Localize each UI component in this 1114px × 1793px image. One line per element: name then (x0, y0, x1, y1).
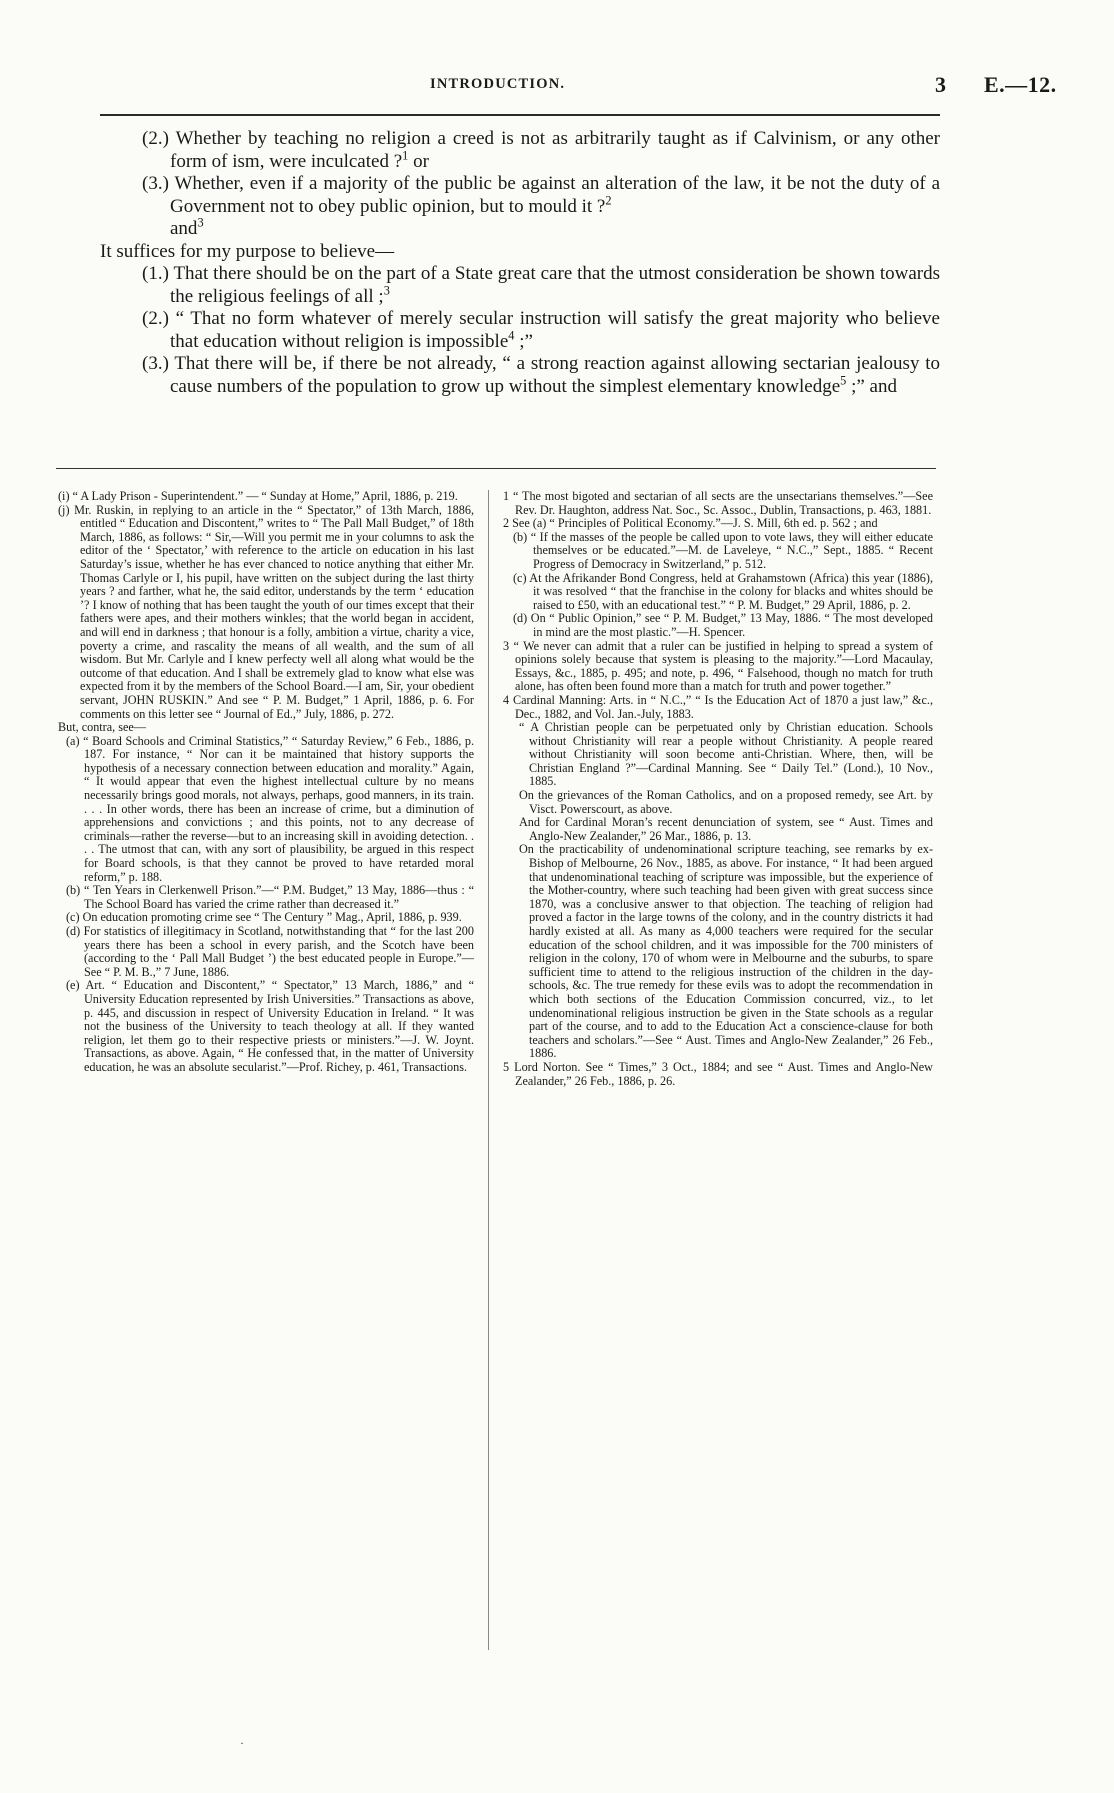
footnote-5: 5 Lord Norton. See “ Times,” 3 Oct., 1884; and see “ Aust. Times and Anglo-New Zealander,” 26 Feb., 1886, p. 26. (503, 1059, 933, 1088)
footnote-c: (c) On education promoting crime see “ The Century ” Mag., April, 1886, p. 939. (66, 910, 462, 925)
main-intro-line: It suffices for my purpose to believe— (100, 240, 395, 262)
footnote-4c: And for Cardinal Moran’s recent denunciation of system, see “ Aust. Times and Anglo-New Zealander,” 26 Mar., 1886, p. 13. (519, 815, 933, 843)
main-item-3a: (3.) Whether, even if a majority of the public be against an alteration of the law, it be not the duty of a Government not to obey public opinion, but to mould it ?$^2$ and$^3$ (142, 173, 940, 239)
footnote-a: (a) “ Board Schools and Criminal Statistics,” “ Saturday Review,” 6 Feb., 1886, p. 187. For instance, “ Nor can it be maintained that history supports the hypothesis of a necessary connection between education and morality.” Again, “ It would appear that even the highest intellectual culture by no means necessarily brings good morals, not always, perhaps, good manners, in its train. . . . In other words, there has been an increase of crime, but a diminution of apprehensions and convictions ; and this points, not to any decrease of criminals—rather the reverse—but to an increasing skill in avoiding detection. . . . The utmost that can, with any sort of plausibility, be argued in this respect for Board schools, is that they cannot be proved to have retarded moral reform,” p. 188. (66, 733, 474, 884)
page-header (100, 74, 1114, 102)
footnote-2c: (c) At the Afrikander Bond Congress, held at Grahamstown (Africa) this year (1886), it was resolved “ that the franchise in the colony for blacks and whites should be raised to £50, with an educational test.” “ P. M. Budget,” 29 April, 1886, p. 2. (513, 570, 933, 612)
footnotes-right-column (503, 490, 933, 1088)
footnote-b: (b) “ Ten Years in Clerkenwell Prison.”—“ P.M. Budget,” 13 May, 1886—thus : “ The School Board has varied the crime rather than decreased it.” (66, 883, 474, 911)
footnote-2: 2 See (a) “ Principles of Political Economy.”—J. S. Mill, 6th ed. p. 562 ; and (503, 516, 878, 531)
main-item-2a: (2.) Whether by teaching no religion a creed is not as arbitrarily taught as if Calvinism, or any other form of ism, were inculcated ?$^1$ or (142, 128, 940, 172)
header-rule (100, 114, 940, 116)
footnote-i: (i) “ A Lady Prison - Superintendent.” — “ Sunday at Home,” April, 1886, p. 219. (58, 489, 458, 503)
main-item-1b: (1.) That there should be on the part of a State great care that the utmost consideration be shown towards the religious feelings of all ;$^3$ (142, 263, 940, 307)
footnote-rule (56, 468, 936, 469)
page-number: 3 (935, 72, 946, 97)
bottom-mark: · (240, 1736, 244, 1750)
footnotes-left-column (58, 490, 474, 1075)
footnote-4b: On the grievances of the Roman Catholics, and on a proposed remedy, see Art. by Visct. Powerscourt, as above. (519, 788, 933, 816)
footnote-contra: But, contra, see— (58, 720, 146, 735)
footnote-1: 1 “ The most bigoted and sectarian of all sects are the unsectarians themselves.”—See Rev. Dr. Haughton, address Nat. Soc., Sc. Assoc., Dublin, Transactions, p. 463, 1881. (503, 489, 933, 517)
main-item-2b: (2.) “ That no form whatever of merely secular instruction will satisfy the great majority who believe that education without religion is impossible$^4$ ;” (142, 308, 940, 352)
footnote-2d: (d) On “ Public Opinion,” see “ P. M. Budget,” 13 May, 1886. “ The most developed in mind are the most plastic.”—H. Spencer. (513, 611, 933, 639)
footnote-2b: (b) “ If the masses of the people be called upon to vote laws, they will either educate themselves or be educated.”—M. de Laveleye, “ N.C.,” Sept., 1885. “ Recent Progress of Democracy in Switzerland,” p. 512. (513, 529, 933, 571)
footnote-4: 4 Cardinal Manning: Arts. in “ N.C.,” “ Is the Education Act of 1870 a just law,” &c., Dec., 1882, and Vol. Jan.-July, 1883. (503, 692, 933, 721)
footnote-e: (e) Art. “ Education and Discontent,” “ Spectator,” 13 March, 1886,” and “ University Education represented by Irish Universities.” Transactions as above, p. 445, and discussion in respect of University Education in Ireland. “ It was not the business of the University to teach theology at all. If they wanted religion, let them go to their respective priests or ministers.”—J. W. Joynt. Transactions, as above. Again, “ He confessed that, in the matter of University education, he was an absolute secularist.”—Prof. Richey, p. 461, Transactions. (66, 978, 474, 1074)
document-code: E.—12. (984, 72, 1057, 97)
footnote-d: (d) For statistics of illegitimacy in Scotland, notwithstanding that “ for the last 200 years there has been a school in every parish, and the Scotch have been (according to the ‘ Pall Mall Budget ’) the best educated people in Europe.”—See “ P. M. B.,” 7 June, 1886. (66, 924, 474, 979)
column-separator (488, 490, 489, 1650)
footnote-4a: “ A Christian people can be perpetuated only by Christian education. Schools without Christianity will rear a people without Christianity. A people reared without Christianity will soon become anti-Christian. Where, then, will be Christian England ?”—Cardinal Manning. See “ Daily Tel.” (Lond.), 10 Nov., 1885. (519, 720, 933, 789)
footnote-j: (j) Mr. Ruskin, in replying to an article in the “ Spectator,” of 13th March, 1886, entitled “ Education and Discontent,” writes to “ The Pall Mall Budget,” of 18th March, 1886, as follows: “ Sir,—Will you permit me in your columns to ask the editor of the ‘ Spectator,’ with reference to the article on education in his last Saturday’s issue, whether he has ever chanced to notice anything that either Mr. Thomas Carlyle or I, his pupil, have written on the subject during the last thirty years ? and farther, what he, the said editor, understands by the term ‘ education ’? I know of nothing that has been taught the youth of our times except that their fathers were apes, and their mothers winkles; that the world began in accident, and will end in darkness ; that honour is a folly, ambition a virtue, charity a vice, poverty a crime, and rascality the means of all wealth, and the sum of all wisdom. But Mr. Carlyle and I knew perfecty well all along what would be the outcome of that education. And I shall be extremely glad to know what else was expected from it by the members of the School Board.—I am, Sir, your obedient servant, JOHN RUSKIN.” And see “ P. M. Budget,” 1 April, 1886, p. 6. For comments on this letter see “ Journal of Ed.,” July, 1886, p. 272. (58, 502, 474, 721)
main-text (100, 128, 940, 398)
footnote-3: 3 “ We never can admit that a ruler can be justified in helping to spread a system of opinions solely because that system is pleasing to the majority.”—Lord Macaulay, Essays, &c., 1885, p. 495; and note, p. 496, “ Falsehood, though no match for truth alone, has often been found more than a match for truth and power together.” (503, 638, 933, 694)
running-title: INTRODUCTION. (430, 76, 566, 92)
footnote-4d: On the practicability of undenominational scripture teaching, see remarks by ex-Bishop of Melbourne, 26 Nov., 1885, as above. For instance, “ It had been argued that undenominational teaching of scripture was impossible, but the experience of the Mother-country, where such teaching had been given with great success since 1870, was a conclusive answer to that objection. The teaching of religion had proved a factor in the large towns of the colony, and in the country districts it had hardly existed at all. As many as 4,000 teachers were required for the secular education of the school children, and it was impossible for the 700 ministers of religion in the colony, 170 of whom were in Melbourne and the suburbs, to spare sufficient time to attend to the religious instruction of the children in the day-schools, &c. The true remedy for these evils was to adopt the recommendation in which both sections of the Education Commission concurred, viz., to let undenominational religious instruction be given in the State schools as a regular part of the course, and to add to the Education Act a conscience-clause for both teachers and scholars.”—See “ Aust. Times and Anglo-New Zealander,” 26 Feb., 1886. (519, 842, 933, 1061)
main-item-3b: (3.) That there will be, if there be not already, “ a strong reaction against allowing sectarian jealousy to cause numbers of the population to grow up without the simplest elementary knowledge$^5$ ;” and (142, 353, 940, 397)
